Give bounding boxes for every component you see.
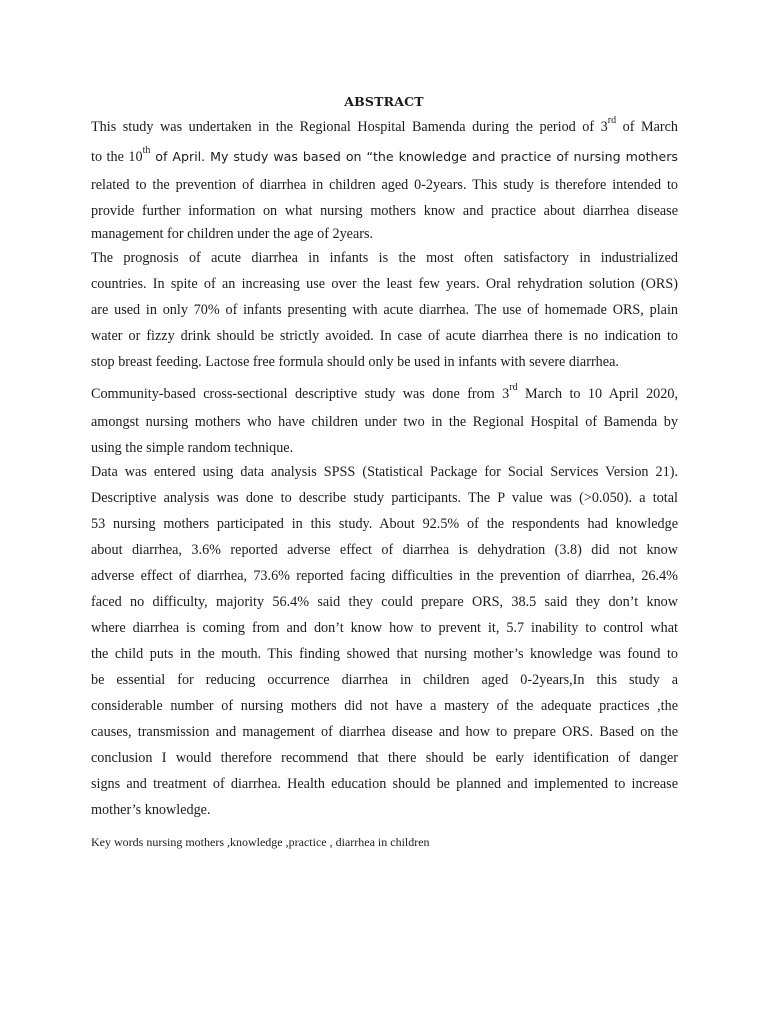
text-line: adverse effect of diarrhea, 73.6% reported facing difficulties in the prevention of diarrhea, 26.4%	[91, 568, 678, 584]
text-line: where diarrhea is coming from and don’t know how to prevent it, 5.7 inability to control what	[91, 620, 678, 636]
text-line: amongst nursing mothers who have children under two in the Regional Hospital of Bamenda by	[91, 414, 678, 430]
text-line: management for children under the age of 2years.	[91, 226, 374, 242]
text-line: water or fizzy drink should be strictly avoided. In case of acute diarrhea there is no indication to	[91, 328, 678, 344]
text-line: 53 nursing mothers participated in this study. About 92.5% of the respondents had knowledge	[91, 516, 678, 532]
text-line: causes, transmission and management of diarrhea disease and how to prepare ORS. Based on the	[91, 724, 678, 740]
text-line: provide further information on what nursing mothers know and practice about diarrhea disease	[91, 203, 678, 219]
keywords-line: Key words nursing mothers ,knowledge ,practice , diarrhea in children	[91, 835, 430, 849]
text-line: using the simple random technique.	[91, 440, 294, 456]
text-line: are used in only 70% of infants presenting with acute diarrhea. The use of homemade ORS, plain	[91, 302, 678, 318]
text-line: the child puts in the mouth. This finding showed that nursing mother’s knowledge was found to	[91, 646, 678, 662]
abstract-heading: ABSTRACT	[344, 94, 424, 109]
text-line: Descriptive analysis was done to describe study participants. The P value was (>0.050). a total	[91, 490, 678, 506]
text-line: The prognosis of acute diarrhea in infants is the most often satisfactory in industrialized	[91, 250, 678, 266]
text-line: signs and treatment of diarrhea. Health education should be planned and implemented to increase	[91, 776, 678, 792]
text-line: to the 10th of April. My study was based on “the knowledge and practice of nursing mothers	[91, 145, 678, 165]
text-line: countries. In spite of an increasing use over the least few years. Oral rehydration solution (ORS)	[91, 276, 678, 292]
paragraph-results	[91, 459, 678, 823]
paragraph-prognosis	[91, 245, 678, 375]
text-line: This study was undertaken in the Regional Hospital Bamenda during the period of 3rd of March	[91, 115, 678, 135]
text-line: considerable number of nursing mothers did not have a mastery of the adequate practices ,the	[91, 698, 678, 714]
text-line: be essential for reducing occurrence diarrhea in children aged 0-2years,In this study a	[91, 672, 678, 688]
paragraph-study-overview	[91, 112, 678, 244]
text-line: Community-based cross-sectional descriptive study was done from 3rd March to 10 April 2020,	[91, 382, 678, 402]
text-line: stop breast feeding. Lactose free formula should only be used in infants with severe diarrhea.	[91, 354, 619, 370]
text-line: about diarrhea, 3.6% reported adverse effect of diarrhea is dehydration (3.8) did not know	[91, 542, 678, 558]
text-line: mother’s knowledge.	[91, 802, 211, 818]
text-line: related to the prevention of diarrhea in children aged 0-2years. This study is therefore intended to	[91, 177, 678, 193]
paragraph-study-design	[91, 379, 678, 461]
text-line: conclusion I would therefore recommend that there should be early identification of danger	[91, 750, 678, 766]
text-line: faced no difficulty, majority 56.4% said they could prepare ORS, 38.5 said they don’t know	[91, 594, 678, 610]
text-line: Data was entered using data analysis SPSS (Statistical Package for Social Services Version 21).	[91, 464, 678, 480]
